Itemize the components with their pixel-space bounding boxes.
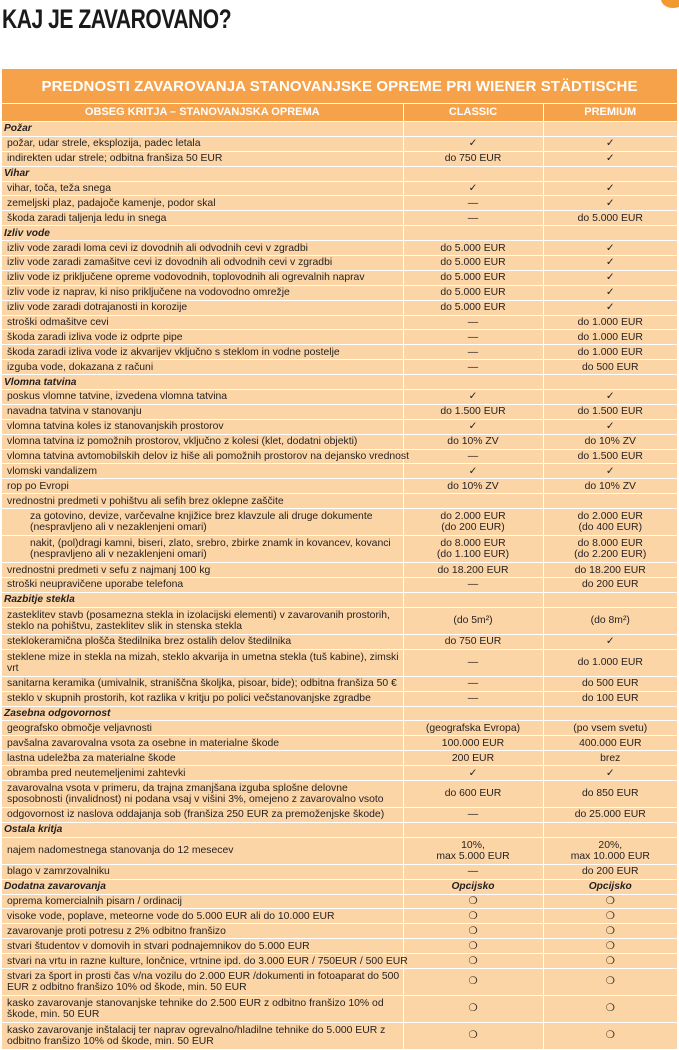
premium-cell: do 500 EUR — [543, 676, 677, 691]
classic-cell — [403, 706, 543, 721]
classic-cell — [403, 375, 543, 390]
premium-cell — [543, 122, 677, 137]
coverage-label: vlomna tatvina avtomobilskih delov iz hiše ali pomožnih prostorov na dejansko vrednost — [2, 449, 403, 464]
premium-cell: do 10% ZV — [543, 434, 677, 449]
premium-cell: brez — [543, 751, 677, 766]
coverage-label: visoke vode, poplave, meteorne vode do 5.000 EUR ali do 10.000 EUR — [2, 909, 403, 924]
premium-value: ❍ — [605, 1030, 615, 1042]
coverage-label: obramba pred neutemeljenimi zahtevki — [2, 766, 403, 781]
classic-cell: — — [403, 864, 543, 879]
premium-cell: do 1.000 EUR — [543, 345, 677, 360]
coverage-label: škoda zaradi izliva vode iz odprte pipe — [2, 330, 403, 345]
coverage-label: pavšalna zavarovalna vsota za osebne in materialne škode — [2, 736, 403, 751]
table-row — [2, 780, 677, 807]
premium-cell: ✓ — [543, 241, 677, 256]
category-label: Razbitje stekla — [2, 592, 403, 607]
coverage-label: vrednostni predmeti v pohištvu ali sefih brez oklepne zaščite — [2, 494, 403, 509]
premium-cell: ❍ — [543, 954, 677, 969]
table-row — [2, 649, 677, 676]
classic-value: do 600 EUR — [444, 788, 502, 800]
classic-cell: — — [403, 211, 543, 226]
table-row — [2, 419, 677, 434]
premium-cell — [543, 995, 677, 1022]
premium-cell: ✓ — [543, 419, 677, 434]
classic-cell: (geografska Evropa) — [403, 721, 543, 736]
classic-cell — [403, 166, 543, 181]
classic-value: max 5.000 EUR — [436, 850, 510, 862]
table-row — [2, 864, 677, 879]
premium-cell — [543, 494, 677, 509]
classic-cell: — — [403, 676, 543, 691]
table-row — [2, 270, 677, 285]
category-label: Ostala kritja — [2, 822, 403, 837]
premium-value: do 1.000 EUR — [577, 657, 643, 669]
table-row — [2, 536, 677, 563]
coverage-label: stroški neupravičene uporabe telefona — [2, 578, 403, 593]
column-header-row — [2, 104, 677, 122]
table-row — [2, 434, 677, 449]
premium-cell: ✓ — [543, 136, 677, 151]
classic-cell: — — [403, 315, 543, 330]
classic-cell: — — [403, 449, 543, 464]
premium-cell: ✓ — [543, 390, 677, 405]
premium-value: do 8.000 EUR — [577, 538, 643, 550]
classic-cell — [403, 995, 543, 1022]
coverage-label: škoda zaradi izliva vode iz akvarijev vključno s steklom in vodne postelje — [2, 345, 403, 360]
premium-cell — [543, 536, 677, 563]
classic-cell: do 5.000 EUR — [403, 300, 543, 315]
table-row — [2, 360, 677, 375]
classic-cell: ✓ — [403, 181, 543, 196]
classic-cell: ✓ — [403, 766, 543, 781]
coverage-label: izliv vode zaradi zamašitve cevi iz dovodnih ali odvodnih cevi v zgradbi — [2, 256, 403, 271]
premium-cell: 400.000 EUR — [543, 736, 677, 751]
classic-cell: ✓ — [403, 136, 543, 151]
premium-value: (do 8m²) — [590, 615, 630, 627]
coverage-label: sanitarna keramika (umivalnik, straniščna školjka, pisoar, bide); odbitna franšiza 50 € — [2, 676, 403, 691]
classic-cell: ✓ — [403, 419, 543, 434]
classic-cell: ❍ — [403, 909, 543, 924]
premium-cell: ❍ — [543, 894, 677, 909]
premium-cell — [543, 706, 677, 721]
premium-cell — [543, 375, 677, 390]
table-row — [2, 300, 677, 315]
category-row — [2, 879, 677, 894]
premium-cell — [543, 166, 677, 181]
table-row — [2, 211, 677, 226]
category-row — [2, 122, 677, 137]
premium-value: max 10.000 EUR — [570, 850, 650, 862]
classic-cell: — — [403, 196, 543, 211]
category-label: Vihar — [2, 166, 403, 181]
coverage-label: stvari na vrtu in razne kulture, lončnice, vrtnine ipd. do 3.000 EUR / 750EUR / 500 EUR — [2, 954, 403, 969]
table-row — [2, 995, 677, 1022]
coverage-label: požar, udar strele, eksplozija, padec letala — [2, 136, 403, 151]
coverage-label: izliv vode iz naprav, ki niso priključene na vodovodno omrežje — [2, 285, 403, 300]
premium-cell — [543, 649, 677, 676]
premium-cell: ✓ — [543, 196, 677, 211]
classic-cell: do 5.000 EUR — [403, 285, 543, 300]
premium-value: (do 400 EUR) — [578, 522, 643, 534]
coverage-label: škoda zaradi taljenja ledu in snega — [2, 211, 403, 226]
table-row — [2, 181, 677, 196]
table-row — [2, 939, 677, 954]
coverage-label: najem nadomestnega stanovanja do 12 mesecev — [2, 837, 403, 864]
premium-cell: do 1.000 EUR — [543, 330, 677, 345]
coverage-label: stvari študentov v domovih in stvari podnajemnikov do 5.000 EUR — [2, 939, 403, 954]
premium-cell: do 200 EUR — [543, 578, 677, 593]
classic-cell: ✓ — [403, 390, 543, 405]
coverage-label: lastna udeležba za materialne škode — [2, 751, 403, 766]
premium-cell: do 500 EUR — [543, 360, 677, 375]
classic-cell — [403, 509, 543, 536]
classic-cell: ❍ — [403, 924, 543, 939]
coverage-table — [2, 69, 677, 1050]
premium-cell — [543, 968, 677, 995]
coverage-label: zavarovanje proti potresu z 2% odbitno franšizo — [2, 924, 403, 939]
coverage-label: steklokeramična plošča štedilnika brez ostalih delov štedilnika — [2, 634, 403, 649]
coverage-label: odgovornost iz naslova oddajanja sob (franšiza 250 EUR za premoženjske škode) — [2, 807, 403, 822]
premium-value: ❍ — [605, 976, 615, 988]
classic-value: 10%, — [461, 839, 485, 851]
premium-cell: ✓ — [543, 285, 677, 300]
table-row — [2, 676, 677, 691]
table-row — [2, 909, 677, 924]
classic-cell: — — [403, 691, 543, 706]
coverage-label: navadna tatvina v stanovanju — [2, 404, 403, 419]
table-row — [2, 634, 677, 649]
premium-cell — [543, 837, 677, 864]
premium-cell: ✓ — [543, 270, 677, 285]
coverage-label: vlomski vandalizem — [2, 464, 403, 479]
table-row — [2, 736, 677, 751]
classic-cell: — — [403, 330, 543, 345]
premium-cell: ❍ — [543, 939, 677, 954]
premium-value: ❍ — [605, 1003, 615, 1015]
classic-cell — [403, 837, 543, 864]
premium-cell — [543, 607, 677, 634]
coverage-label: izguba vode, dokazana z računi — [2, 360, 403, 375]
classic-cell — [403, 592, 543, 607]
premium-cell: ✓ — [543, 151, 677, 166]
coverage-label: za gotovino, devize, varčevalne knjižice brez klavzule ali druge dokumente (nespravljeno ali v nezaklenjeni omari) — [2, 509, 403, 536]
classic-cell — [403, 1022, 543, 1049]
classic-cell — [403, 649, 543, 676]
coverage-label: izliv vode zaradi loma cevi iz dovodnih ali odvodnih cevi v zgradbi — [2, 241, 403, 256]
classic-cell: do 10% ZV — [403, 479, 543, 494]
classic-cell: — — [403, 578, 543, 593]
premium-cell: ✓ — [543, 300, 677, 315]
header-classic: CLASSIC — [403, 104, 543, 122]
table-row — [2, 924, 677, 939]
coverage-label: indirekten udar strele; odbitna franšiza 50 EUR — [2, 151, 403, 166]
premium-cell: Opcijsko — [543, 879, 677, 894]
category-row — [2, 706, 677, 721]
premium-cell: do 18.200 EUR — [543, 563, 677, 578]
table-row — [2, 954, 677, 969]
category-label: Požar — [2, 122, 403, 137]
table-row — [2, 837, 677, 864]
coverage-label: nakit, (pol)dragi kamni, biseri, zlato, srebro, zbirke znamk in kovancev, kovanci (nespravljeno ali v nezaklenjeni omari) — [2, 536, 403, 563]
category-row — [2, 592, 677, 607]
classic-value: ❍ — [468, 1030, 478, 1042]
premium-value: (do 2.200 EUR) — [574, 549, 647, 561]
classic-cell: ✓ — [403, 464, 543, 479]
coverage-label: izliv vode iz priključene opreme vodovodnih, toplovodnih ali ogrevalnih naprav — [2, 270, 403, 285]
table-row — [2, 968, 677, 995]
premium-cell: do 1.500 EUR — [543, 404, 677, 419]
coverage-label: stvari za šport in prosti čas v/na vozilu do 2.000 EUR /dokumenti in fotoaparat do 500 EUR z odbitno franšizo 10% od škode, min. 50 EUR — [2, 968, 403, 995]
coverage-label: rop po Evropi — [2, 479, 403, 494]
classic-cell: do 750 EUR — [403, 151, 543, 166]
coverage-label: zasteklitev stavb (posamezna stekla in izolacijski elementi) v zavarovanih prostorih, steklo na pohištvu, zasteklitev slik in stenska stekla — [2, 607, 403, 634]
table-row — [2, 241, 677, 256]
premium-cell: do 25.000 EUR — [543, 807, 677, 822]
category-label: Vlomna tatvina — [2, 375, 403, 390]
classic-cell — [403, 968, 543, 995]
classic-cell: — — [403, 807, 543, 822]
classic-cell: 200 EUR — [403, 751, 543, 766]
premium-cell: ✓ — [543, 464, 677, 479]
page-title: KAJ JE ZAVAROVANO? — [2, 4, 232, 34]
classic-value: (do 1.100 EUR) — [436, 549, 510, 561]
premium-cell: ✓ — [543, 181, 677, 196]
coverage-label: vlomna tatvina koles iz stanovanjskih prostorov — [2, 419, 403, 434]
classic-cell: — — [403, 345, 543, 360]
table-row — [2, 449, 677, 464]
table-row — [2, 479, 677, 494]
premium-cell — [543, 592, 677, 607]
classic-value: — — [467, 657, 479, 669]
table-row — [2, 578, 677, 593]
premium-cell: (po vsem svetu) — [543, 721, 677, 736]
coverage-label: vihar, toča, teža snega — [2, 181, 403, 196]
coverage-label: zavarovalna vsota v primeru, da trajna zmanjšana izguba splošne delovne sposobnosti (invalidnost) ni podana vsaj v višini 3%, omejeno z zavarovalno vsoto — [2, 780, 403, 807]
table-title-row — [2, 69, 677, 104]
classic-cell: 100.000 EUR — [403, 736, 543, 751]
premium-cell — [543, 1022, 677, 1049]
coverage-label: vlomna tatvina iz pomožnih prostorov, vključno z kolesi (klet, dodatni objekti) — [2, 434, 403, 449]
classic-value: do 8.000 EUR — [440, 538, 506, 550]
coverage-label: blago v zamrzovalniku — [2, 864, 403, 879]
classic-cell: Opcijsko — [403, 879, 543, 894]
premium-cell: ❍ — [543, 924, 677, 939]
table-title: PREDNOSTI ZAVAROVANJA STANOVANJSKE OPREME PRI WIENER STÄDTISCHE — [2, 69, 677, 104]
premium-cell — [543, 822, 677, 837]
table-row — [2, 330, 677, 345]
classic-value: ❍ — [468, 1003, 478, 1015]
table-row — [2, 315, 677, 330]
classic-cell: do 10% ZV — [403, 434, 543, 449]
classic-cell — [403, 607, 543, 634]
coverage-label: poskus vlomne tatvine, izvedena vlomna tatvina — [2, 390, 403, 405]
classic-cell: do 5.000 EUR — [403, 270, 543, 285]
classic-cell: do 1.500 EUR — [403, 404, 543, 419]
table-row — [2, 404, 677, 419]
table-row — [2, 256, 677, 271]
table-row — [2, 509, 677, 536]
coverage-label: kasko zavarovanje inštalacij ter naprav ogrevalno/hladilne tehnike do 5.000 EUR z odbitno franšizo 10% od škode, min. 50 EUR — [2, 1022, 403, 1049]
table-row — [2, 1022, 677, 1049]
classic-cell: ❍ — [403, 939, 543, 954]
category-label: Zasebna odgovornost — [2, 706, 403, 721]
table-row — [2, 494, 677, 509]
category-row — [2, 226, 677, 241]
premium-cell — [543, 509, 677, 536]
table-row — [2, 285, 677, 300]
table-row — [2, 691, 677, 706]
premium-cell: do 1.000 EUR — [543, 315, 677, 330]
classic-cell: — — [403, 360, 543, 375]
premium-cell — [543, 780, 677, 807]
coverage-label: stroški odmašitve cevi — [2, 315, 403, 330]
classic-cell — [403, 494, 543, 509]
corner-accent-shape — [661, 0, 679, 8]
table-row — [2, 607, 677, 634]
table-row — [2, 563, 677, 578]
table-row — [2, 464, 677, 479]
table-row — [2, 807, 677, 822]
classic-cell: do 750 EUR — [403, 634, 543, 649]
coverage-label: oprema komercialnih pisarn / ordinacij — [2, 894, 403, 909]
coverage-label: steklene mize in stekla na mizah, steklo akvarija in umetna stekla (tuš kabine), zimski vrt — [2, 649, 403, 676]
classic-value: (do 200 EUR) — [441, 522, 505, 534]
classic-cell — [403, 780, 543, 807]
classic-cell: do 5.000 EUR — [403, 241, 543, 256]
classic-cell — [403, 536, 543, 563]
premium-value: 20%, — [598, 839, 623, 851]
coverage-label: zemeljski plaz, padajoče kamenje, podor skal — [2, 196, 403, 211]
header-premium: PREMIUM — [543, 104, 677, 122]
premium-cell: ✓ — [543, 766, 677, 781]
classic-cell: do 5.000 EUR — [403, 256, 543, 271]
table-row — [2, 345, 677, 360]
category-row — [2, 822, 677, 837]
table-row — [2, 196, 677, 211]
classic-cell — [403, 122, 543, 137]
table-row — [2, 766, 677, 781]
table-row — [2, 151, 677, 166]
classic-cell — [403, 822, 543, 837]
premium-cell: do 5.000 EUR — [543, 211, 677, 226]
category-label: Dodatna zavarovanja — [2, 879, 403, 894]
coverage-label: kasko zavarovanje stanovanjske tehnike do 2.500 EUR z odbitno franšizo 10% od škode, min. 50 EUR — [2, 995, 403, 1022]
premium-value: do 850 EUR — [581, 788, 639, 800]
category-label: Izliv vode — [2, 226, 403, 241]
category-row — [2, 166, 677, 181]
premium-cell: ✓ — [543, 256, 677, 271]
classic-value: do 2.000 EUR — [440, 511, 506, 523]
premium-cell: ❍ — [543, 909, 677, 924]
coverage-label: vrednostni predmeti v sefu z najmanj 100 kg — [2, 563, 403, 578]
premium-value: do 2.000 EUR — [577, 511, 643, 523]
coverage-label: geografsko območje veljavnosti — [2, 721, 403, 736]
classic-cell: do 18.200 EUR — [403, 563, 543, 578]
table-row — [2, 894, 677, 909]
premium-cell — [543, 226, 677, 241]
coverage-label: izliv vode zaradi dotrajanosti in korozije — [2, 300, 403, 315]
coverage-label: steklo v skupnih prostorih, kot razlika v kritju po polici večstanovanjske zgradbe — [2, 691, 403, 706]
premium-cell: ✓ — [543, 634, 677, 649]
classic-cell: ❍ — [403, 894, 543, 909]
premium-cell: do 200 EUR — [543, 864, 677, 879]
premium-cell: do 1.500 EUR — [543, 449, 677, 464]
classic-value: (do 5m²) — [453, 615, 493, 627]
classic-cell: ❍ — [403, 954, 543, 969]
classic-value: ❍ — [468, 976, 478, 988]
table-row — [2, 390, 677, 405]
table-row — [2, 136, 677, 151]
table-row — [2, 751, 677, 766]
category-row — [2, 375, 677, 390]
classic-cell — [403, 226, 543, 241]
header-coverage: OBSEG KRITJA – STANOVANJSKA OPREMA — [2, 104, 403, 122]
premium-cell: do 100 EUR — [543, 691, 677, 706]
table-row — [2, 721, 677, 736]
premium-cell: do 10% ZV — [543, 479, 677, 494]
